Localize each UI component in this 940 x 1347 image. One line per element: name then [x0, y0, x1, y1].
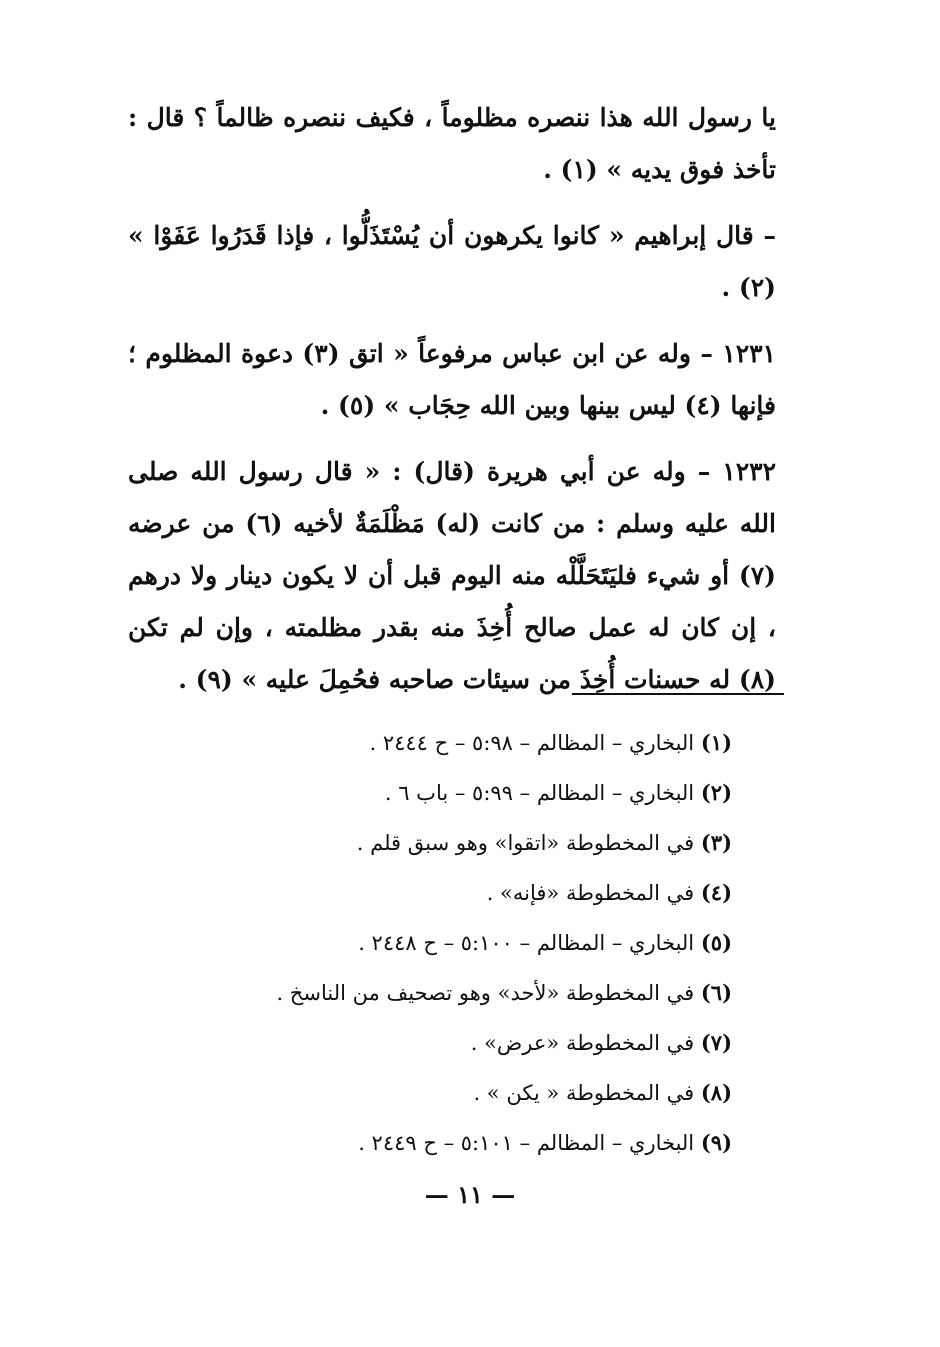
- footnote-text: في المخطوطة «اتقوا» وهو سبق قلم .: [356, 831, 695, 855]
- footnote-number: (٥): [700, 930, 732, 955]
- footnote-text: في المخطوطة « يكن » .: [473, 1081, 695, 1105]
- footnote-text: البخاري – المظالم – ٥:٩٩ – باب ٦ .: [384, 781, 695, 805]
- footnote-text: في المخطوطة «فإنه» .: [486, 881, 695, 905]
- footnote-text: البخاري – المظالم – ٥:٩٨ – ح ٢٤٤٤ .: [369, 731, 695, 755]
- footnote-divider: [572, 693, 784, 695]
- footnotes-list: [212, 718, 732, 1168]
- footnote-item: [212, 968, 732, 1018]
- footnote-number: (٨): [700, 1080, 732, 1105]
- footnote-text: البخاري – المظالم – ٥:١٠١ – ح ٢٤٤٩ .: [358, 1131, 695, 1155]
- footnote-item: [212, 1118, 732, 1168]
- footnote-item: [212, 818, 732, 868]
- footnote-item: [212, 1018, 732, 1068]
- footnote-number: (٢): [700, 780, 732, 805]
- paragraph-hadith-1232: ١٢٣٢ – وله عن أبي هريرة (قال) : « قال رسول الله صلى الله عليه وسلم : من كانت (له) مَظْلَمَةٌ لأخيه (٦) من عرضه (٧) أو شيء فليَتَحَلَّلْه منه اليوم قبل أن لا يكون دينار ولا درهم ، إن كان له عمل صالح أُخِذَ منه بقدر مظلمته ، وإن لم تكن (٨) له حسنات أُخِذَ من سيئات صاحبه فحُمِلَ عليه » (٩) .: [128, 457, 776, 694]
- paragraph-ibrahim-quote: – قال إبراهيم « كانوا يكرهون أن يُسْتَذَلُّوا ، فإذا قَدَرُوا عَفَوْا » (٢) .: [128, 221, 776, 302]
- footnote-text: البخاري – المظالم – ٥:١٠٠ – ح ٢٤٤٨ .: [358, 931, 695, 955]
- main-text-body: [128, 92, 776, 720]
- footnote-item: [212, 918, 732, 968]
- paragraph-hadith-continuation: يا رسول الله هذا ننصره مظلوماً ، فكيف ننصره ظالماً ؟ قال : تأخذ فوق يديه » (١) .: [128, 103, 776, 184]
- footnote-text: في المخطوطة «لأحد» وهو تصحيف من الناسخ .: [276, 981, 695, 1005]
- footnote-number: (٣): [700, 830, 732, 855]
- footnote-item: [212, 1068, 732, 1118]
- footnote-number: (٤): [700, 880, 732, 905]
- footnote-text: في المخطوطة «عرض» .: [470, 1031, 695, 1055]
- footnote-number: (٩): [700, 1130, 732, 1155]
- footnote-item: [212, 718, 732, 768]
- footnote-number: (٦): [700, 980, 732, 1005]
- paragraph-hadith-1231: ١٢٣١ – وله عن ابن عباس مرفوعاً « اتق (٣) دعوة المظلوم ؛ فإنها (٤) ليس بينها وبين الله حِجَاب » (٥) .: [128, 339, 776, 420]
- footnote-number: (١): [700, 730, 732, 755]
- page-number: — ١١ —: [424, 1180, 516, 1209]
- footnote-number: (٧): [700, 1030, 732, 1055]
- footnote-item: [212, 868, 732, 918]
- footnote-item: [212, 768, 732, 818]
